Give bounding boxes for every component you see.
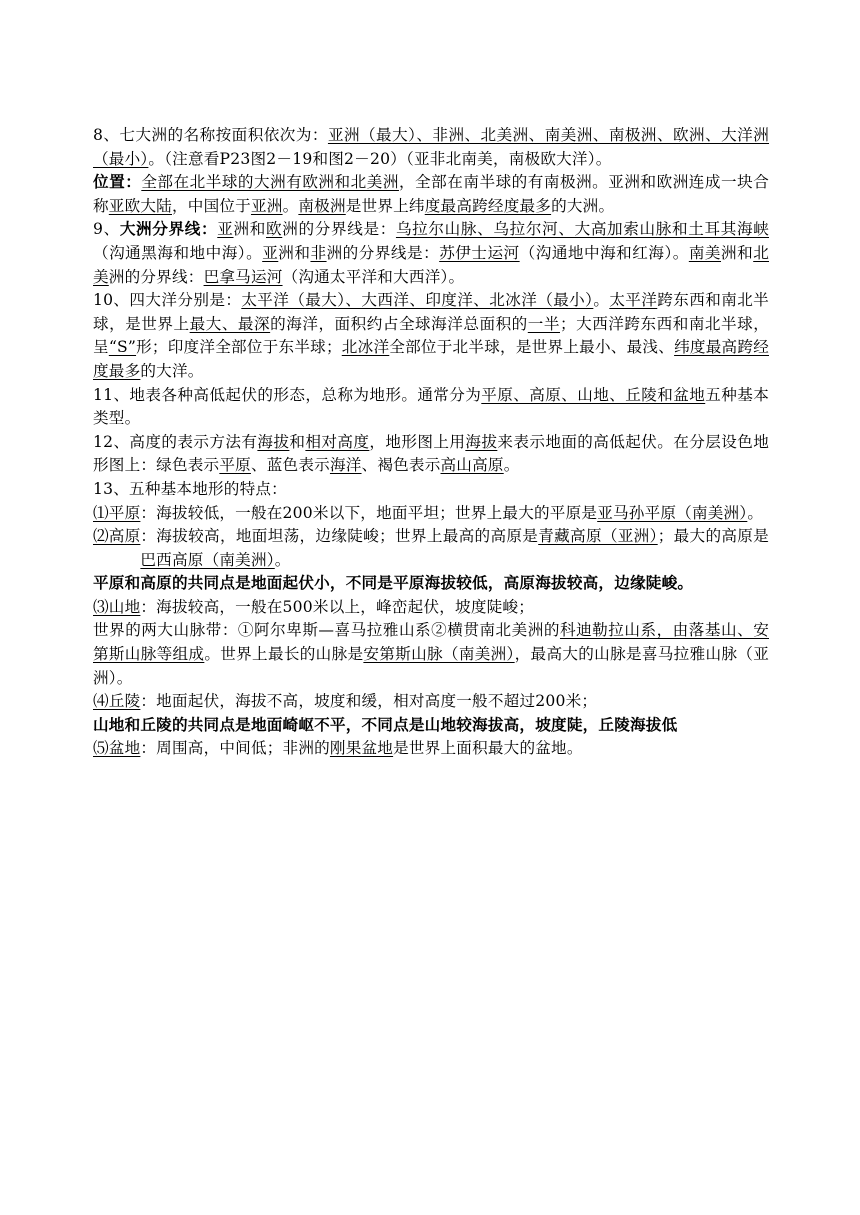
underlined-text: 高山高原 <box>440 456 504 475</box>
text: 是世界上纬 <box>345 196 425 215</box>
text: 洲的分界线是： <box>326 243 440 262</box>
underlined-text: 北美 <box>93 243 769 286</box>
text: 洲和 <box>721 243 754 262</box>
mountain-ranges-paragraph <box>93 619 769 690</box>
text: ，中国位于 <box>171 196 251 215</box>
text: 的大洲。 <box>551 196 615 215</box>
mountain-item <box>93 596 769 620</box>
text: 洲和 <box>233 220 266 239</box>
text: ：海拔较高，地面坦荡，边缘陡峻；世界上最高的高原是 <box>140 527 539 546</box>
underlined-text: 欧 <box>266 220 283 239</box>
text: ；大西洋跨东西和南北半球，呈 <box>93 314 770 357</box>
underlined-text: 安第斯山脉（南美洲） <box>363 645 515 664</box>
bold-label: 位置： <box>93 173 142 192</box>
text: 11、地表各种高低起伏的形态，总称为地形。通常分为 <box>93 385 482 404</box>
underlined-text: 南极洲 <box>298 196 346 215</box>
text: ：地面起伏，海拔不高，坡度和缓，相对高度一般不超过200米； <box>140 692 598 711</box>
text: 来表示地面的高低起伏。在分层设色地形图上：绿色表示 <box>93 432 770 475</box>
text: 8、七大洲的名称按面积依次为： <box>93 126 328 144</box>
underlined-text: 一半 <box>527 314 560 333</box>
text: ，全部在南半球的有南极洲。亚洲和欧洲连成一块合称 <box>93 173 769 215</box>
underlined-text: 亚马孙平原（南美洲） <box>597 503 748 522</box>
paragraph-10 <box>93 289 769 383</box>
text: 、褐色表示 <box>361 456 441 475</box>
text: 。世界上最长的山脉是 <box>204 645 364 664</box>
underlined-text: 太平洋 <box>609 291 658 310</box>
underlined-text: 巴西高原（南美洲） <box>140 550 275 569</box>
text: 。 <box>747 503 764 522</box>
text: ：周围高，中间低；非洲的 <box>140 739 330 758</box>
underlined-text: 亚欧大陆 <box>108 196 172 215</box>
plateau-body <box>140 525 769 572</box>
text: 。 <box>274 550 291 569</box>
text: （沟通黑海和地中海）。 <box>93 243 263 262</box>
underlined-text: 最大、最深 <box>189 314 271 333</box>
text: 。 <box>593 291 610 310</box>
text: ；最大的高原是 <box>657 527 769 546</box>
paragraph-8 <box>93 124 769 171</box>
text: （沟通太平洋和大西洋）。 <box>282 267 465 286</box>
text: 形；印度洋全部位于东半球； <box>136 338 342 357</box>
text: 洲的分界线是： <box>282 220 396 239</box>
text: ：海拔较低，一般在200米以下，地面平坦；世界上最大的平原是 <box>140 503 598 522</box>
underlined-text: 非 <box>310 243 327 262</box>
plain-body <box>140 502 769 526</box>
text: （沟通地中海和红海）。 <box>519 243 689 262</box>
basin-label: ⑸盆地 <box>93 739 141 758</box>
mountain-label: ⑶山地 <box>93 597 141 616</box>
underlined-text: 平原、高原、山地、丘陵和盆地 <box>481 385 706 404</box>
text: ：海拔较高，一般在500米以上，峰峦起伏，坡度陡峻； <box>140 597 535 616</box>
text: 世界的两大山脉带：①阿尔卑斯—喜马拉雅山系②横贯南北美洲的 <box>93 621 560 640</box>
underlined-text: 平原 <box>219 456 251 475</box>
underlined-text: 海洋 <box>329 456 362 475</box>
underlined-text: 南美 <box>688 243 722 262</box>
underlined-text: 太平洋（最大）、大西洋、印度洋、北冰洋（最小） <box>241 291 594 310</box>
text: 。 <box>503 456 520 475</box>
underlined-text: 亚 <box>262 243 279 262</box>
text: ，地形图上用 <box>369 432 466 451</box>
text: 、蓝色表示 <box>250 456 330 475</box>
plateau-item <box>93 525 769 572</box>
hill-item <box>93 690 769 714</box>
text: 是世界上面积最大的盆地。 <box>393 739 583 758</box>
underlined-text: 全部在北半球的大洲有欧洲和北美洲 <box>141 173 399 192</box>
text: 和 <box>289 432 306 451</box>
underlined-text: 海拔 <box>257 432 290 451</box>
underlined-text: 北冰洋 <box>341 338 390 357</box>
text: 13、五种基本地形的特点： <box>93 479 287 498</box>
underlined-text: 度最高跨经度最多 <box>424 196 552 215</box>
text: 洲的分界线： <box>108 267 204 286</box>
bold-summary-plain-plateau: 平原和高原的共同点是地面起伏小，不同是平原海拔较低，高原海拔较高，边缘陡峻。 <box>93 574 694 593</box>
text: 9、 <box>93 220 120 239</box>
basin-item <box>93 737 769 761</box>
paragraph-13 <box>93 478 769 502</box>
paragraph-position <box>93 171 769 218</box>
underlined-text: 刚果盆地 <box>329 739 394 758</box>
text: ，最高大的山脉是喜马拉雅山脉（亚洲）。 <box>93 645 769 687</box>
underlined-text: 纬度最高跨经度最多 <box>93 338 769 380</box>
text: 。（注意看P23图2－19和图2－20）（亚非北南美，南极欧大洋）。 <box>148 149 612 168</box>
hill-label: ⑷丘陵 <box>93 692 141 711</box>
underlined-text: 乌拉尔山脉、乌拉尔河、大高加索山脉和土耳其海峡 <box>395 220 770 239</box>
plain-item <box>93 502 769 526</box>
paragraph-12 <box>93 431 769 478</box>
document-page <box>93 124 769 761</box>
underlined-text: 亚洲（最大）、非洲、北美洲、南美洲、南极洲、欧洲、大洋洲（最小） <box>93 126 770 168</box>
text: 的海洋，面积约占全球海洋总面积的 <box>270 314 528 333</box>
underlined-text: 科迪勒拉山系，由落基山、安第斯山脉等组成 <box>93 621 769 664</box>
bold-summary-mountain-hill: 山地和丘陵的共同点是地面崎岖不平，不同点是山地较海拔高，坡度陡，丘陵海拔低 <box>93 715 678 734</box>
underlined-text: “S” <box>108 338 137 357</box>
text: 跨东西和南北半球，是世界上 <box>93 291 769 333</box>
text: 10、四大洋分别是： <box>93 291 242 310</box>
underlined-text: 亚 <box>217 220 234 239</box>
paragraph-9 <box>93 218 769 289</box>
plain-label: ⑴平原 <box>93 503 141 522</box>
underlined-text: 巴拿马运河 <box>203 267 283 286</box>
plateau-label: ⑵高原 <box>93 527 141 546</box>
paragraph-11 <box>93 384 769 431</box>
bold-label: 大洲分界线： <box>119 220 218 239</box>
underlined-text: 亚洲 <box>250 196 283 215</box>
underlined-text: 海拔 <box>465 432 498 451</box>
underlined-text: 苏伊士运河 <box>439 243 520 262</box>
text: 洲和 <box>278 243 311 262</box>
text: 五种基本类型。 <box>93 385 769 428</box>
text: 12、高度的表示方法有 <box>93 432 258 451</box>
underlined-text: 相对高度 <box>305 432 370 451</box>
underlined-text: 青藏高原（亚洲） <box>538 527 658 546</box>
text: 全部位于北半球，是世界上最小、最浅、 <box>389 338 675 357</box>
text: 的大洋。 <box>140 361 204 380</box>
text: 。 <box>282 196 299 215</box>
